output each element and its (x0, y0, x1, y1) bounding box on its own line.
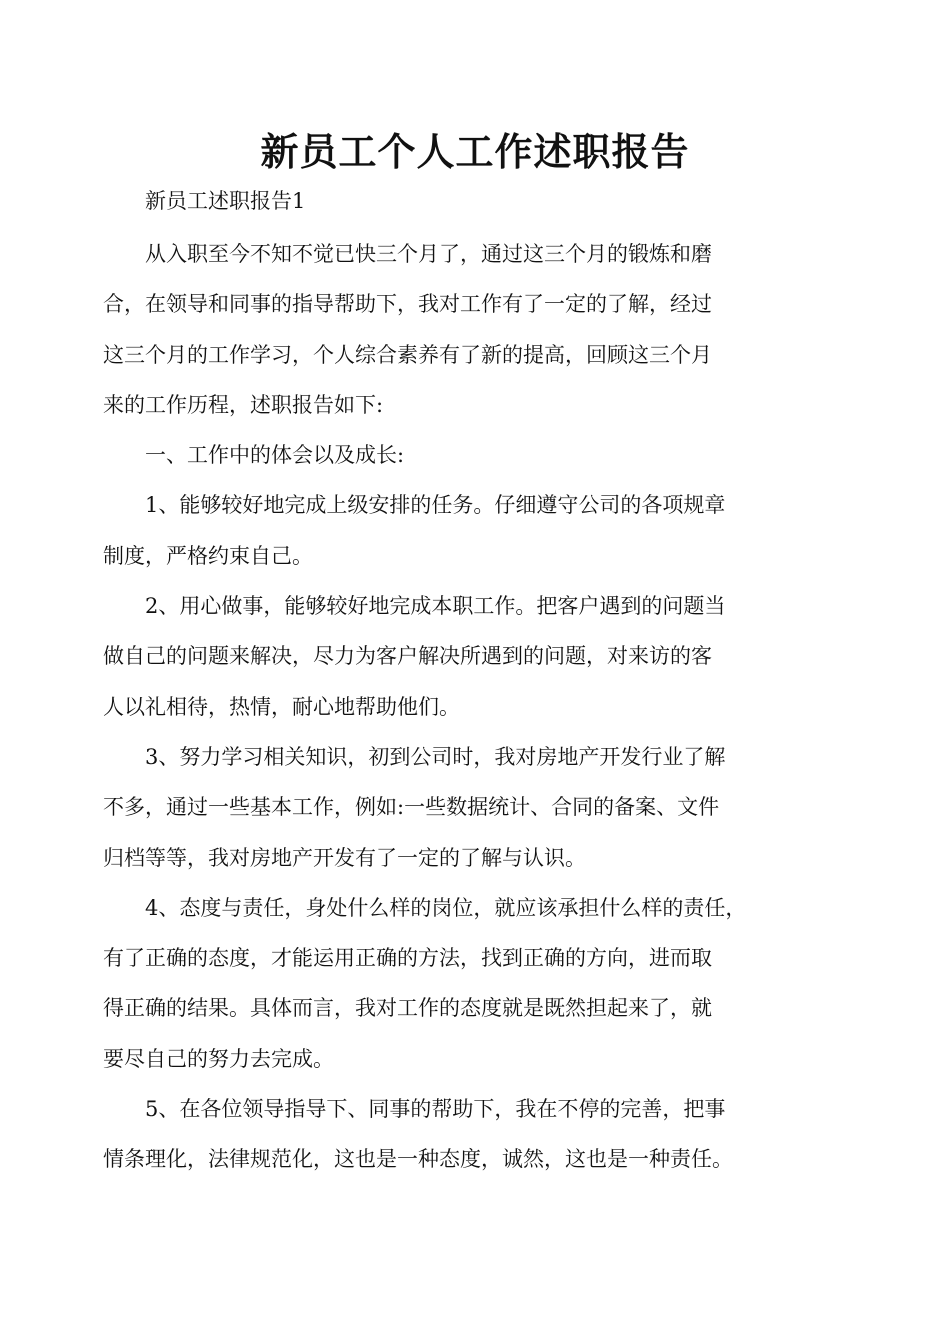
paragraph-item-5 (103, 1084, 810, 1185)
paragraph-item-3 (103, 732, 810, 883)
paragraph-line: 得正确的结果。具体而言，我对工作的态度就是既然担起来了，就 (103, 996, 712, 1021)
paragraph-line: 情条理化，法律规范化，这也是一种态度，诚然，这也是一种责任。 (103, 1147, 733, 1172)
document-subtitle: 新员工述职报告1 (145, 189, 306, 213)
paragraph-line: 这三个月的工作学习，个人综合素养有了新的提高，回顾这三个月 (103, 342, 712, 367)
paragraph-line: 做自己的问题来解决，尽力为客户解决所遇到的问题，对来访的客 (103, 644, 712, 669)
paragraph-line: 1、能够较好地完成上级安排的任务。仔细遵守公司的各项规章 (145, 493, 726, 518)
paragraph-line: 4、态度与责任，身处什么样的岗位，就应该承担什么样的责任， (145, 895, 747, 920)
paragraph-line: 来的工作历程，述职报告如下: (103, 392, 384, 417)
paragraph-line: 合，在领导和同事的指导帮助下，我对工作有了一定的了解，经过 (103, 292, 712, 317)
paragraph-intro (103, 229, 810, 430)
paragraph-item-1 (103, 480, 810, 581)
document-body (103, 229, 810, 1185)
paragraph-line: 5、在各位领导指导下、同事的帮助下，我在不停的完善，把事 (145, 1097, 726, 1122)
paragraph-line: 人以礼相待，热情，耐心地帮助他们。 (103, 694, 460, 719)
paragraph-item-4 (103, 883, 810, 1084)
paragraph-line: 归档等等，我对房地产开发有了一定的了解与认识。 (103, 845, 586, 870)
paragraph-line: 2、用心做事，能够较好地完成本职工作。把客户遇到的问题当 (145, 594, 726, 619)
paragraph-line: 3、努力学习相关知识，初到公司时，我对房地产开发行业了解 (145, 744, 726, 769)
paragraph-line: 要尽自己的努力去完成。 (103, 1046, 334, 1071)
paragraph-item-2 (103, 581, 810, 732)
paragraph-line: 有了正确的态度，才能运用正确的方法，找到正确的方向，进而取 (103, 946, 712, 971)
paragraph-line: 制度，严格约束自己。 (103, 543, 313, 568)
paragraph-line: 一、工作中的体会以及成长: (145, 443, 405, 468)
paragraph-line: 不多，通过一些基本工作，例如:一些数据统计、合同的备案、文件 (103, 795, 720, 820)
document-title: 新员工个人工作述职报告 (260, 130, 690, 174)
section-heading (145, 430, 810, 480)
paragraph-line: 从入职至今不知不觉已快三个月了，通过这三个月的锻炼和磨 (145, 242, 712, 266)
